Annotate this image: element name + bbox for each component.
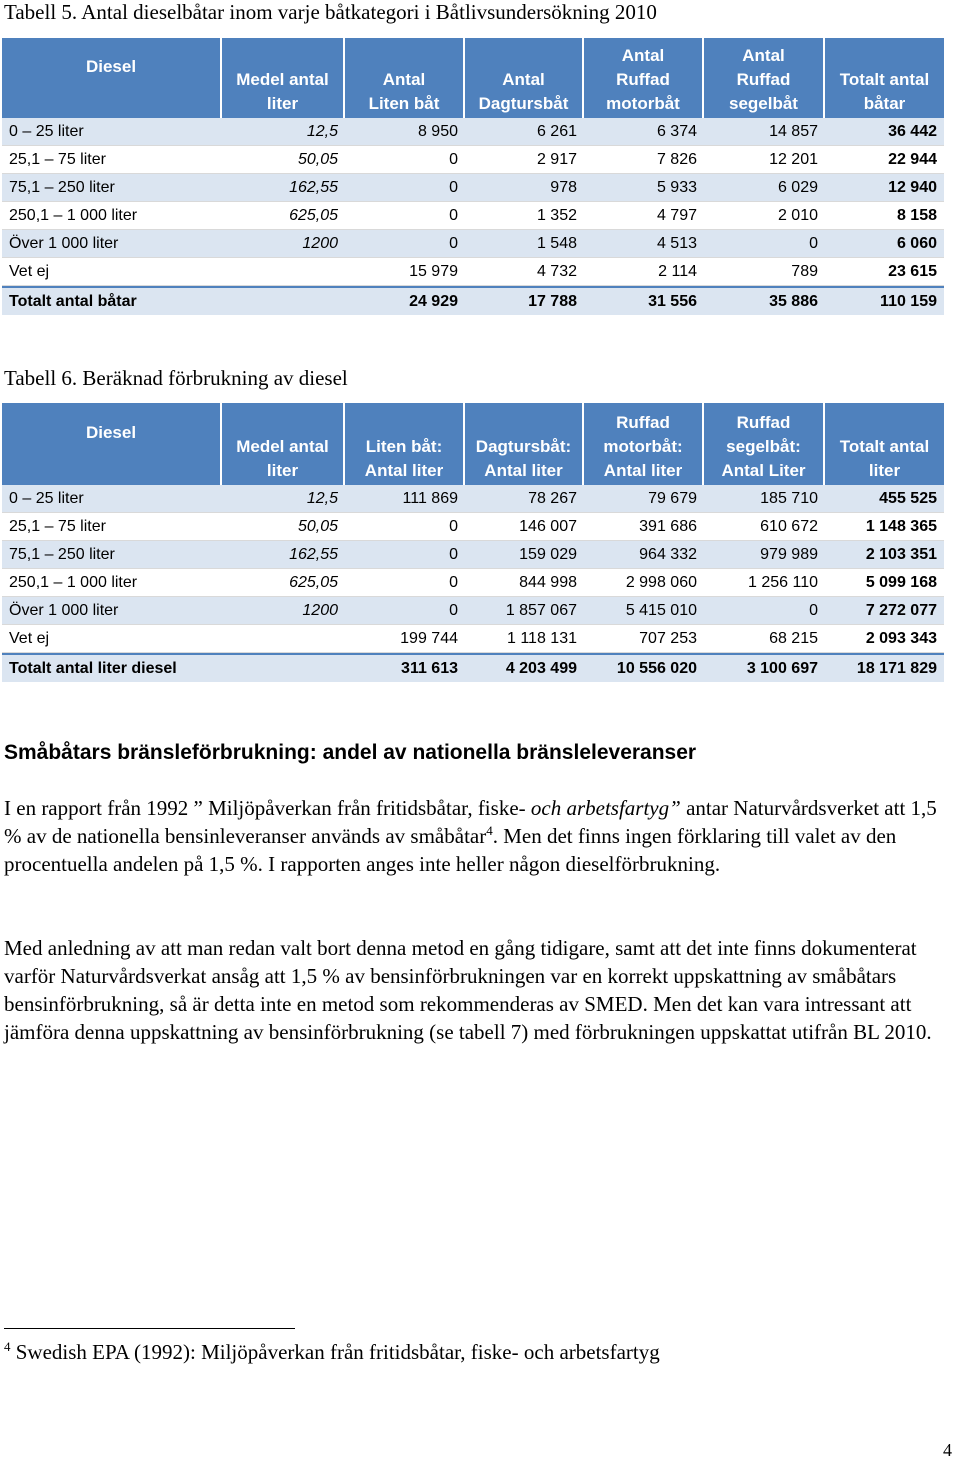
column-header-line: Medel antal	[236, 70, 329, 89]
table-cell: 964 332	[584, 541, 704, 569]
column-header-line: liter	[868, 461, 901, 480]
table-cell: 8 950	[345, 118, 465, 146]
column-header	[465, 403, 584, 485]
table-cell: 1 352	[465, 202, 584, 230]
table-cell: 2 010	[704, 202, 825, 230]
table-cell: 5 415 010	[584, 597, 704, 625]
table-cell: 6 060	[825, 230, 944, 258]
table-cell: 12,5	[222, 118, 345, 146]
column-header-line: motorbåt	[606, 94, 680, 113]
table5	[2, 38, 944, 315]
table-row	[2, 541, 944, 569]
table-cell: 3 100 697	[704, 653, 825, 682]
table-row	[2, 146, 944, 174]
row-label: Totalt antal liter diesel	[2, 653, 222, 682]
table-cell: 6 261	[465, 118, 584, 146]
column-header	[2, 403, 222, 485]
column-header-line: liter	[266, 461, 299, 480]
column-header-line: Liten båt	[368, 94, 440, 113]
row-label: Över 1 000 liter	[2, 597, 222, 625]
column-header-line: Liten båt:	[365, 437, 443, 456]
table-cell: 5 099 168	[825, 569, 944, 597]
table-cell: 2 998 060	[584, 569, 704, 597]
column-header	[584, 403, 704, 485]
table-row	[2, 286, 944, 315]
table-cell: 0	[704, 230, 825, 258]
column-header-line: Antal	[382, 70, 426, 89]
table-cell: 17 788	[465, 286, 584, 315]
column-header	[222, 38, 345, 118]
table-cell: 78 267	[465, 485, 584, 513]
column-header-line: Ruffad	[616, 70, 670, 89]
footnote-ref: 4	[486, 823, 493, 838]
table-row	[2, 258, 944, 286]
column-header-line: Antal Liter	[721, 461, 806, 480]
table-row	[2, 569, 944, 597]
table-cell: 14 857	[704, 118, 825, 146]
table-cell	[222, 286, 345, 315]
column-header	[2, 38, 222, 118]
table-cell: 979 989	[704, 541, 825, 569]
p1-part-c: antar Naturvårdsverket att 1,5 % av de nationella bensinleveranser används av småbåtar	[4, 796, 937, 848]
paragraph-2: Med anledning av att man redan valt bort denna metod en gång tidigare, samt att det inte finns dokumenterat varför Naturvårdsverkat ansåg att 1,5 % av bensinförbrukningen var en korrekt uppskattning av småbåtars bensinförbrukning, så är detta inte en metod som rekommenderas av SMED. Men det kan vara intressant att jämföra denna uppskattning av bensinförbrukning (se tabell 7) med förbrukningen uppskattat utifrån BL 2010.	[4, 936, 932, 1044]
row-label: 0 – 25 liter	[2, 118, 222, 146]
row-label: 250,1 – 1 000 liter	[2, 202, 222, 230]
table-cell: 4 203 499	[465, 653, 584, 682]
table-cell: 625,05	[222, 202, 345, 230]
table-row	[2, 597, 944, 625]
row-label: 25,1 – 75 liter	[2, 513, 222, 541]
column-header-line: Ruffad	[616, 413, 670, 432]
row-label: Vet ej	[2, 258, 222, 286]
table-cell: 162,55	[222, 541, 345, 569]
footnote-text: Swedish EPA (1992): Miljöpåverkan från fritidsbåtar, fiske- och arbetsfartyg	[10, 1340, 660, 1364]
column-header	[704, 403, 825, 485]
table-cell	[222, 258, 345, 286]
table-cell: 1 548	[465, 230, 584, 258]
table-row	[2, 230, 944, 258]
footnote	[4, 1340, 660, 1365]
table-cell: 12,5	[222, 485, 345, 513]
column-header-line: motorbåt:	[603, 437, 683, 456]
column-header-line: liter	[266, 94, 299, 113]
table-row	[2, 174, 944, 202]
table-cell: 0	[345, 541, 465, 569]
table-cell: 311 613	[345, 653, 465, 682]
table-cell: 0	[345, 597, 465, 625]
table-cell: 0	[345, 146, 465, 174]
footnote-separator	[4, 1328, 295, 1329]
table5-caption: Tabell 5. Antal dieselbåtar inom varje båtkategori i Båtlivsundersökning 2010	[4, 0, 657, 24]
table-cell: 4 732	[465, 258, 584, 286]
table-row	[2, 485, 944, 513]
table-cell: 68 215	[704, 625, 825, 653]
table-cell: 789	[704, 258, 825, 286]
p1-part-a: I en rapport från 1992 ” Miljöpåverkan från fritidsbåtar, fiske-	[4, 796, 526, 820]
row-label: 250,1 – 1 000 liter	[2, 569, 222, 597]
row-label: Totalt antal båtar	[2, 286, 222, 315]
table-cell: 6 374	[584, 118, 704, 146]
table-cell: 8 158	[825, 202, 944, 230]
column-header	[345, 403, 465, 485]
column-header-line: Dagtursbåt	[478, 94, 569, 113]
column-header-line: Dagtursbåt:	[475, 437, 572, 456]
table-cell: 79 679	[584, 485, 704, 513]
table6	[2, 403, 944, 682]
table-row	[2, 202, 944, 230]
row-label: Vet ej	[2, 625, 222, 653]
table-cell: 0	[345, 569, 465, 597]
column-header	[584, 38, 704, 118]
column-header-line: Ruffad	[736, 70, 791, 89]
table-cell: 199 744	[345, 625, 465, 653]
column-header-line: båtar	[863, 94, 906, 113]
table6-caption: Tabell 6. Beräknad förbrukning av diesel	[4, 366, 348, 390]
column-header	[345, 38, 465, 118]
table-cell: 111 869	[345, 485, 465, 513]
column-header	[825, 403, 944, 485]
page-number: 4	[943, 1440, 952, 1460]
column-header	[704, 38, 825, 118]
table-cell: 31 556	[584, 286, 704, 315]
table-cell: 1 148 365	[825, 513, 944, 541]
table-cell: 110 159	[825, 286, 944, 315]
table-cell: 1 118 131	[465, 625, 584, 653]
column-header-label: Diesel	[85, 57, 137, 76]
table-cell: 159 029	[465, 541, 584, 569]
table-cell: 185 710	[704, 485, 825, 513]
table-cell: 36 442	[825, 118, 944, 146]
table-cell: 844 998	[465, 569, 584, 597]
table-cell: 4 797	[584, 202, 704, 230]
section-heading: Småbåtars bränsleförbrukning: andel av nationella bränsleleveranser	[4, 741, 697, 764]
column-header	[825, 38, 944, 118]
table-cell: 0	[704, 597, 825, 625]
row-label: 25,1 – 75 liter	[2, 146, 222, 174]
table-cell: 2 114	[584, 258, 704, 286]
row-label: 75,1 – 250 liter	[2, 174, 222, 202]
column-header-line: Totalt antal	[839, 70, 930, 89]
table-cell: 50,05	[222, 513, 345, 541]
column-header-label: Diesel	[85, 423, 137, 442]
table-row	[2, 625, 944, 653]
column-header-line: segelbåt	[729, 94, 798, 113]
table-cell: 2 917	[465, 146, 584, 174]
table-cell: 146 007	[465, 513, 584, 541]
table-cell: 7 826	[584, 146, 704, 174]
column-header	[222, 403, 345, 485]
row-label: Över 1 000 liter	[2, 230, 222, 258]
column-header	[465, 38, 584, 118]
row-label: 0 – 25 liter	[2, 485, 222, 513]
table-cell: 0	[345, 513, 465, 541]
table-cell: 1 857 067	[465, 597, 584, 625]
table-cell: 391 686	[584, 513, 704, 541]
column-header-line: Antal liter	[603, 461, 683, 480]
paragraph-1	[4, 794, 944, 878]
table-cell: 10 556 020	[584, 653, 704, 682]
table-cell: 0	[345, 230, 465, 258]
table-cell: 0	[345, 202, 465, 230]
p1-part-b: och arbetsfartyg”	[525, 796, 681, 820]
table-cell: 0	[345, 174, 465, 202]
table-cell: 18 171 829	[825, 653, 944, 682]
column-header-line: Antal liter	[364, 461, 444, 480]
column-header-line: Antal	[742, 46, 785, 65]
table-cell: 610 672	[704, 513, 825, 541]
table-cell: 162,55	[222, 174, 345, 202]
column-header-line: Antal	[502, 70, 545, 89]
table-cell: 15 979	[345, 258, 465, 286]
table-cell: 23 615	[825, 258, 944, 286]
table-cell: 1200	[222, 230, 345, 258]
table-cell: 24 929	[345, 286, 465, 315]
table-cell: 1 256 110	[704, 569, 825, 597]
column-header-line: Totalt antal	[839, 437, 930, 456]
table-cell	[222, 653, 345, 682]
p1-part-d: . Men det finns ingen förklaring till valet av den procentuella andelen på 1,5 %. I rapporten anges inte heller någon dieselförbrukning.	[4, 824, 897, 876]
column-header-line: Antal	[621, 46, 665, 65]
column-header-line: Antal liter	[484, 461, 563, 480]
table-cell: 12 201	[704, 146, 825, 174]
table-cell: 455 525	[825, 485, 944, 513]
table-cell: 35 886	[704, 286, 825, 315]
table-cell	[222, 625, 345, 653]
table-cell: 6 029	[704, 174, 825, 202]
table-cell: 7 272 077	[825, 597, 944, 625]
table-cell: 1200	[222, 597, 345, 625]
table-cell: 625,05	[222, 569, 345, 597]
row-label: 75,1 – 250 liter	[2, 541, 222, 569]
table-row	[2, 118, 944, 146]
table-cell: 5 933	[584, 174, 704, 202]
table-cell: 22 944	[825, 146, 944, 174]
column-header-line: Medel antal	[236, 437, 329, 456]
table-cell: 2 103 351	[825, 541, 944, 569]
table-row	[2, 513, 944, 541]
table-cell: 707 253	[584, 625, 704, 653]
table-cell: 12 940	[825, 174, 944, 202]
table-row	[2, 653, 944, 682]
column-header-line: segelbåt:	[726, 437, 801, 456]
table-cell: 2 093 343	[825, 625, 944, 653]
footnote-mark: 4	[4, 1339, 11, 1354]
table-cell: 978	[465, 174, 584, 202]
column-header-line: Ruffad	[736, 413, 791, 432]
table-cell: 50,05	[222, 146, 345, 174]
table-cell: 4 513	[584, 230, 704, 258]
